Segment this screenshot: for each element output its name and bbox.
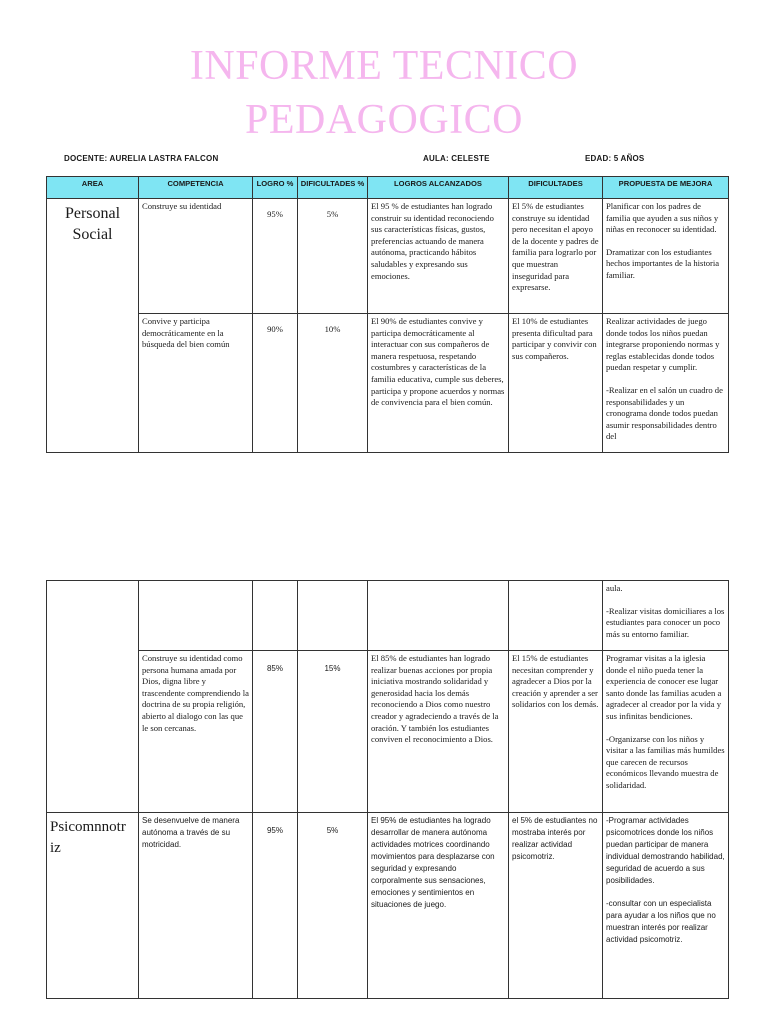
col-competencia: COMPETENCIA xyxy=(139,177,253,199)
competencia-cell: Convive y participa democráticamente en la búsqueda del bien común xyxy=(139,314,253,453)
table-header-row xyxy=(47,177,729,199)
table-row xyxy=(47,199,729,314)
propuesta-item: -Organizarse con los niños y visitar a las familias más humildes que carecen de recursos económicos llevando muestra de solidaridad. xyxy=(606,733,725,790)
col-logros-alcanzados: LOGROS ALCANZADOS xyxy=(368,177,509,199)
logro-cell: 95% xyxy=(253,199,298,314)
logros-cell: El 90% de estudiantes convive y participa democráticamente al interactuar con sus compañeros de manera respetuosa, respetando costumbres y características de la familia educativa, cumple sus deberes, participa y propone acuerdos y normas de convivencia para el bien común. xyxy=(368,314,509,453)
logros-cell xyxy=(368,581,509,651)
dificultades-cell: El 15% de estudiantes necesitan comprender y agradecer a Dios por la creación y aprender a ser solidarios con los demás. xyxy=(509,651,603,813)
table-row xyxy=(47,314,729,453)
competencia-cell: Se desenvuelve de manera autónoma a través de su motricidad. xyxy=(139,813,253,999)
dificultad-pct-cell xyxy=(298,581,368,651)
logros-cell: El 95 % de estudiantes han logrado construir su identidad reconociendo sus características físicas, gustos, preferencias actuando de manera autónoma, practicando hábitos saludables y expresando sus emociones. xyxy=(368,199,509,314)
report-table-1 xyxy=(46,176,729,453)
propuesta-item: Dramatizar con los estudiantes hechos importantes de la historia familiar. xyxy=(606,246,720,280)
dificultades-cell xyxy=(509,581,603,651)
propuesta-item: -Programar actividades psicomotrices donde los niños puedan participar de manera individual demostrando habilidad, seguridad de acuerdo a sus posibilidades. xyxy=(606,816,725,885)
propuesta-cell xyxy=(603,314,729,453)
propuesta-item: Realizar actividades de juego donde todos los niños puedan integrarse proponiendo normas y reglas establecidas donde todos puedan respetar y cumplir. xyxy=(606,316,720,373)
logro-cell xyxy=(253,581,298,651)
propuesta-item: -Realizar en el salón un cuadro de responsabilidades y un cronograma donde todos puedan asumir responsabilidades dentro del xyxy=(606,384,723,442)
col-logro: LOGRO % xyxy=(253,177,298,199)
propuesta-item: -consultar con un especialista para ayudar a los niños que no muestran interés por realizar actividad psicomotriz. xyxy=(606,899,716,944)
dificultad-pct-cell: 15% xyxy=(298,651,368,813)
propuesta-cell xyxy=(603,651,729,813)
logro-cell: 90% xyxy=(253,314,298,453)
competencia-cell xyxy=(139,581,253,651)
col-area: AREA xyxy=(47,177,139,199)
dificultades-cell: el 5% de estudiantes no mostraba interés por realizar actividad psicomotriz. xyxy=(509,813,603,999)
table-row xyxy=(47,581,729,651)
table-row xyxy=(47,813,729,999)
dificultad-pct-cell: 5% xyxy=(298,199,368,314)
logro-cell: 85% xyxy=(253,651,298,813)
dificultad-pct-cell: 10% xyxy=(298,314,368,453)
teacher-label: DOCENTE: AURELIA LASTRA FALCON xyxy=(64,154,219,163)
propuesta-cell xyxy=(603,199,729,314)
logros-cell: El 85% de estudiantes han logrado realizar buenas acciones por propia iniciativa mostrando solidaridad y generosidad hacia los demás reconociendo a Dios como nuestro creador y agradeciendo a través de la oración. Y también los estudiantes conviven el reconocimiento a Dios. xyxy=(368,651,509,813)
report-table-2 xyxy=(46,580,729,999)
propuesta-item: aula. xyxy=(606,583,623,593)
competencia-cell: Construye su identidad como persona humana amada por Dios, digna libre y trascendente comprendiendo la doctrina de su propia religión, abierto al dialogo con las que le son cercanas. xyxy=(139,651,253,813)
classroom-label: AULA: CELESTE xyxy=(423,154,490,163)
document-title-line2: PEDAGOGICO xyxy=(245,97,523,143)
competencia-cell: Construye su identidad xyxy=(139,199,253,314)
table-row xyxy=(47,651,729,813)
col-propuesta: PROPUESTA DE MEJORA xyxy=(603,177,729,199)
col-dificultades: DIFICULTADES xyxy=(509,177,603,199)
propuesta-item: -Realizar visitas domiciliares a los estudiantes para conocer un poco más su entorno familiar. xyxy=(606,605,725,639)
propuesta-item: Programar visitas a la iglesia donde el niño pueda tener la experiencia de conocer ese lugar santo donde las familias acuden a agradecer al creador por la vida y sus infinitas bendiciones. xyxy=(606,653,722,721)
document-title-line1: INFORME TECNICO xyxy=(189,43,579,89)
dificultades-cell: El 10% de estudiantes presenta dificultad para participar y convivir con sus compañeros. xyxy=(509,314,603,453)
logro-cell: 95% xyxy=(253,813,298,999)
dificultad-pct-cell: 5% xyxy=(298,813,368,999)
age-label: EDAD: 5 AÑOS xyxy=(585,154,645,163)
propuesta-cell xyxy=(603,813,729,999)
logros-cell: El 95% de estudiantes ha logrado desarrollar de manera autónoma actividades motrices coordinando movimientos para desplazarse con seguridad y expresando corporalmente sus sensaciones, emociones y sentimientos en situaciones de juego. xyxy=(368,813,509,999)
area-cell: Personal Social xyxy=(47,199,139,453)
col-dificultades-pct: DIFICULTADES % xyxy=(298,177,368,199)
dificultades-cell: El 5% de estudiantes construye su identidad pero necesitan el apoyo de la docente y padres de familia para lograrlo por que muestran inseguridad para expresarse. xyxy=(509,199,603,314)
area-cell-empty xyxy=(47,581,139,813)
area-cell: Psicomnnotr iz xyxy=(47,813,139,999)
propuesta-item: Planificar con los padres de familia que ayuden a sus niños y niñas en reconocer su identidad. xyxy=(606,201,719,235)
propuesta-cell xyxy=(603,581,729,651)
